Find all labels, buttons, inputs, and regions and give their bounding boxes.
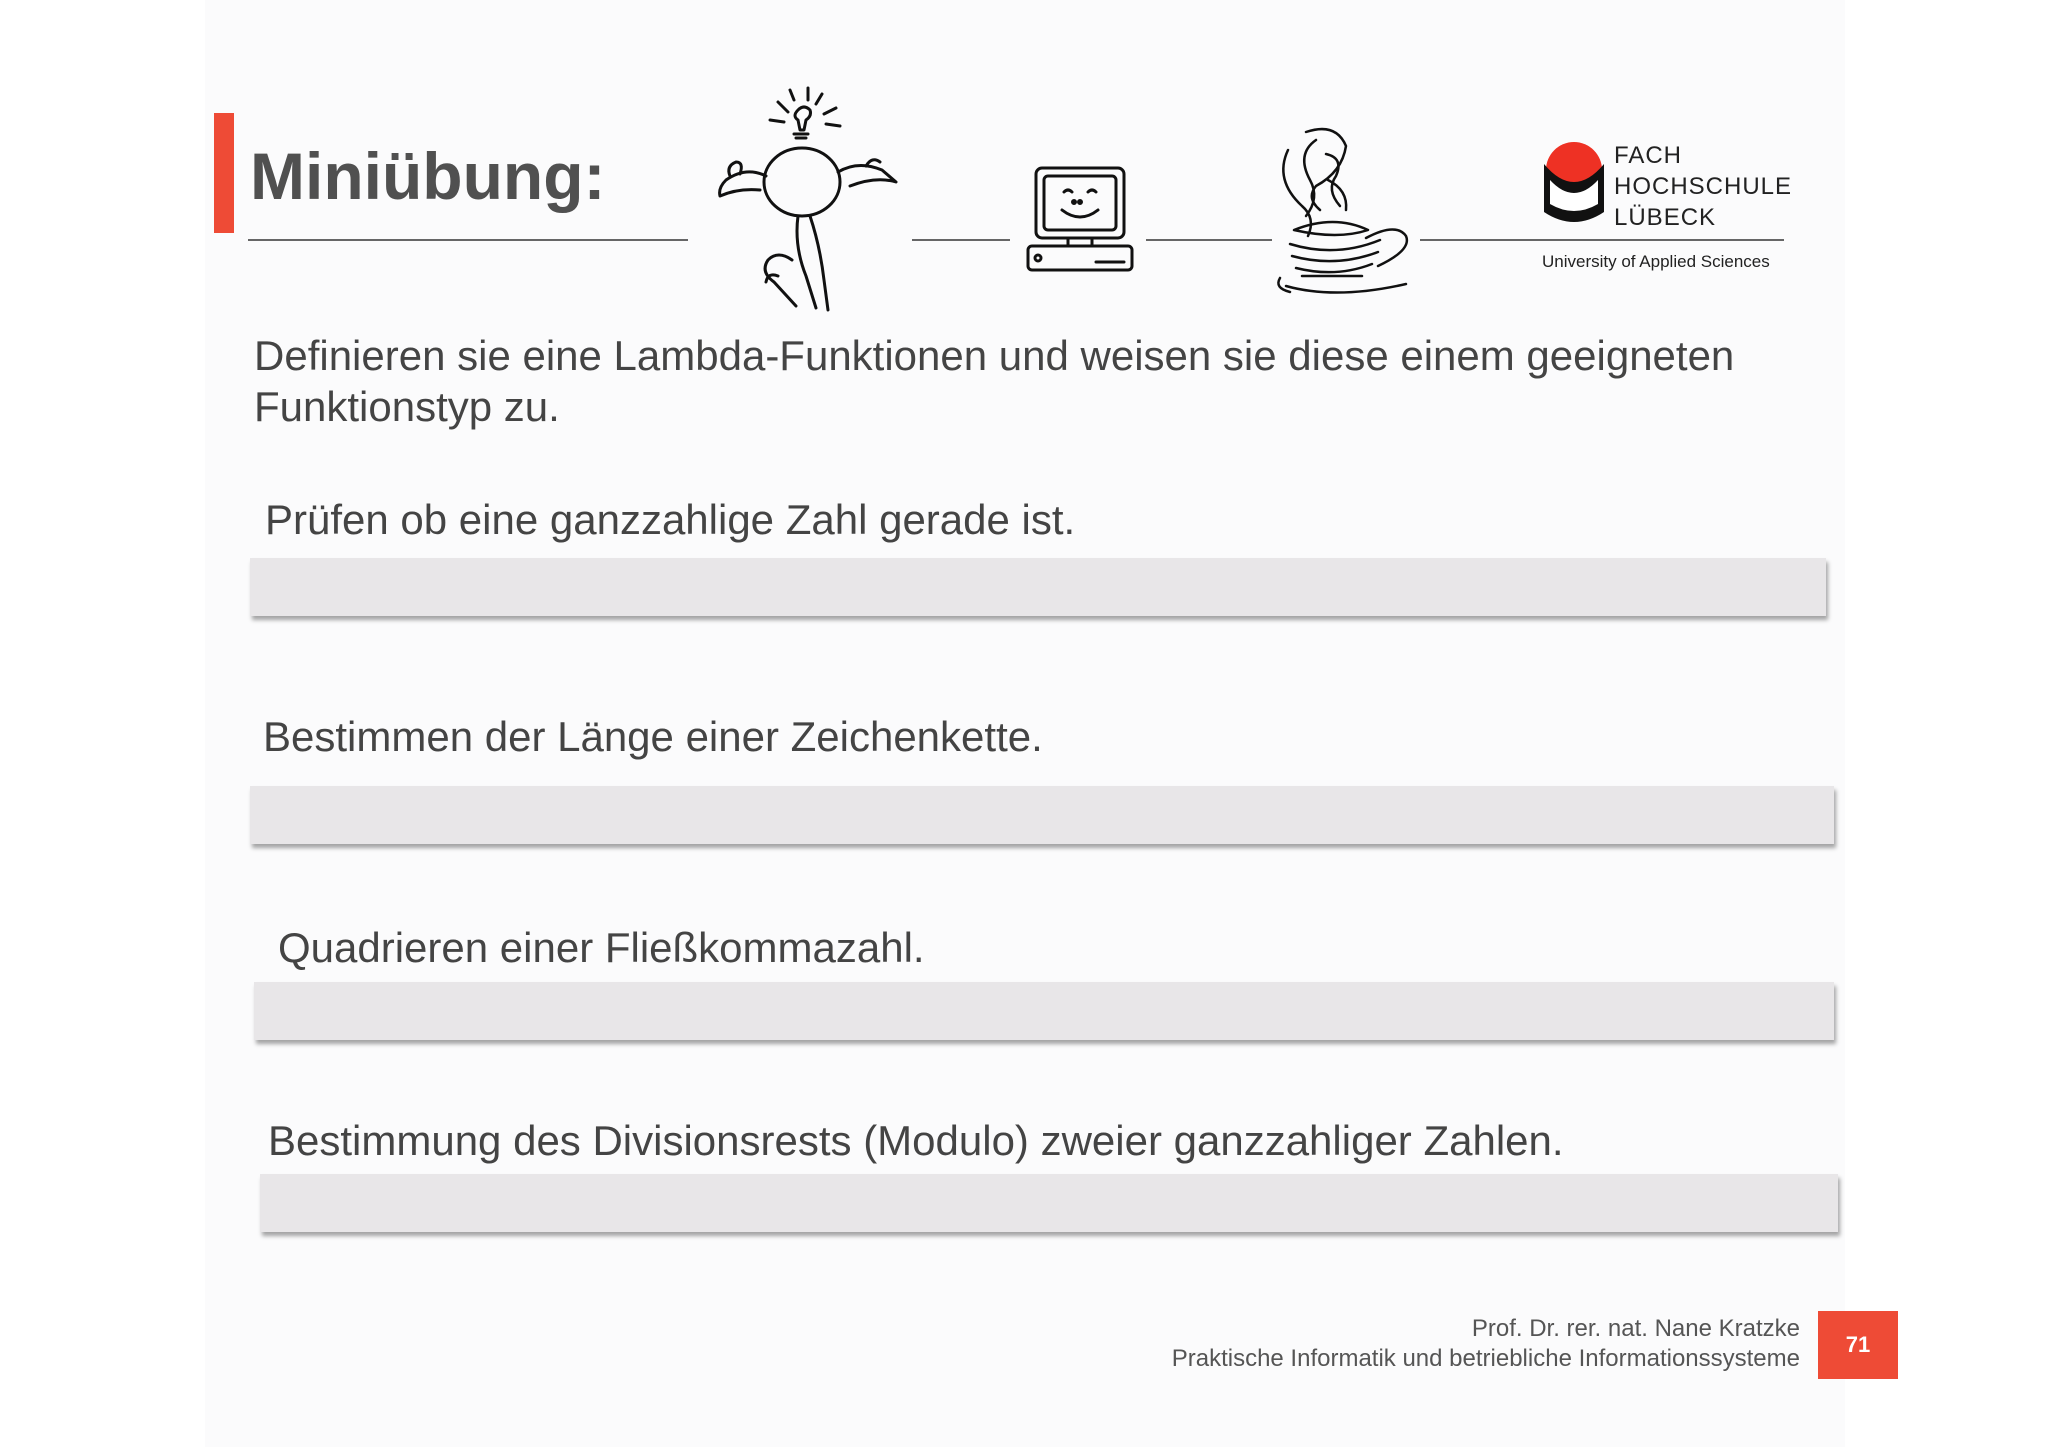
idea-figure-icon xyxy=(690,80,920,320)
page-title: Miniübung: xyxy=(250,139,606,213)
header-rule xyxy=(912,239,1010,241)
header-rule xyxy=(248,239,688,241)
answer-field-1[interactable] xyxy=(250,558,1826,616)
java-cup-icon xyxy=(1266,120,1426,300)
logo-cup-icon xyxy=(1542,158,1606,228)
exercise-instructions: Definieren sie eine Lambda-Funktionen und weisen sie diese einem geeigneten Funktionstyp zu. xyxy=(254,332,1735,430)
footer-author: Prof. Dr. rer. nat. Nane Kratzke xyxy=(1471,1315,1800,1342)
logo-line-3: LÜBECK xyxy=(1614,204,1717,231)
title-accent-bar xyxy=(214,113,234,233)
computer-icon xyxy=(1024,160,1136,280)
logo-line-1: FACH xyxy=(1614,142,1683,169)
header-rule xyxy=(1420,239,1784,241)
footer-course: Praktische Informatik und betriebliche Informationssysteme xyxy=(1171,1345,1800,1372)
task-label-4: Bestimmung des Divisionsrests (Modulo) zweier ganzzahliger Zahlen. xyxy=(268,1117,1564,1164)
page-number: 71 xyxy=(1818,1311,1898,1379)
logo-line-2: HOCHSCHULE xyxy=(1614,173,1793,200)
answer-field-3[interactable] xyxy=(254,982,1834,1040)
answer-field-2[interactable] xyxy=(250,786,1834,844)
answer-field-4[interactable] xyxy=(260,1174,1838,1232)
footer xyxy=(1172,1314,1800,1374)
task-label-2: Bestimmen der Länge einer Zeichenkette. xyxy=(263,713,1043,760)
task-label-1: Prüfen ob eine ganzzahlige Zahl gerade ist. xyxy=(265,496,1076,543)
task-label-3: Quadrieren einer Fließkommazahl. xyxy=(278,924,925,971)
logo-wordmark xyxy=(1614,140,1792,233)
logo-subtitle: University of Applied Sciences xyxy=(1542,252,1770,271)
header-rule xyxy=(1146,239,1272,241)
